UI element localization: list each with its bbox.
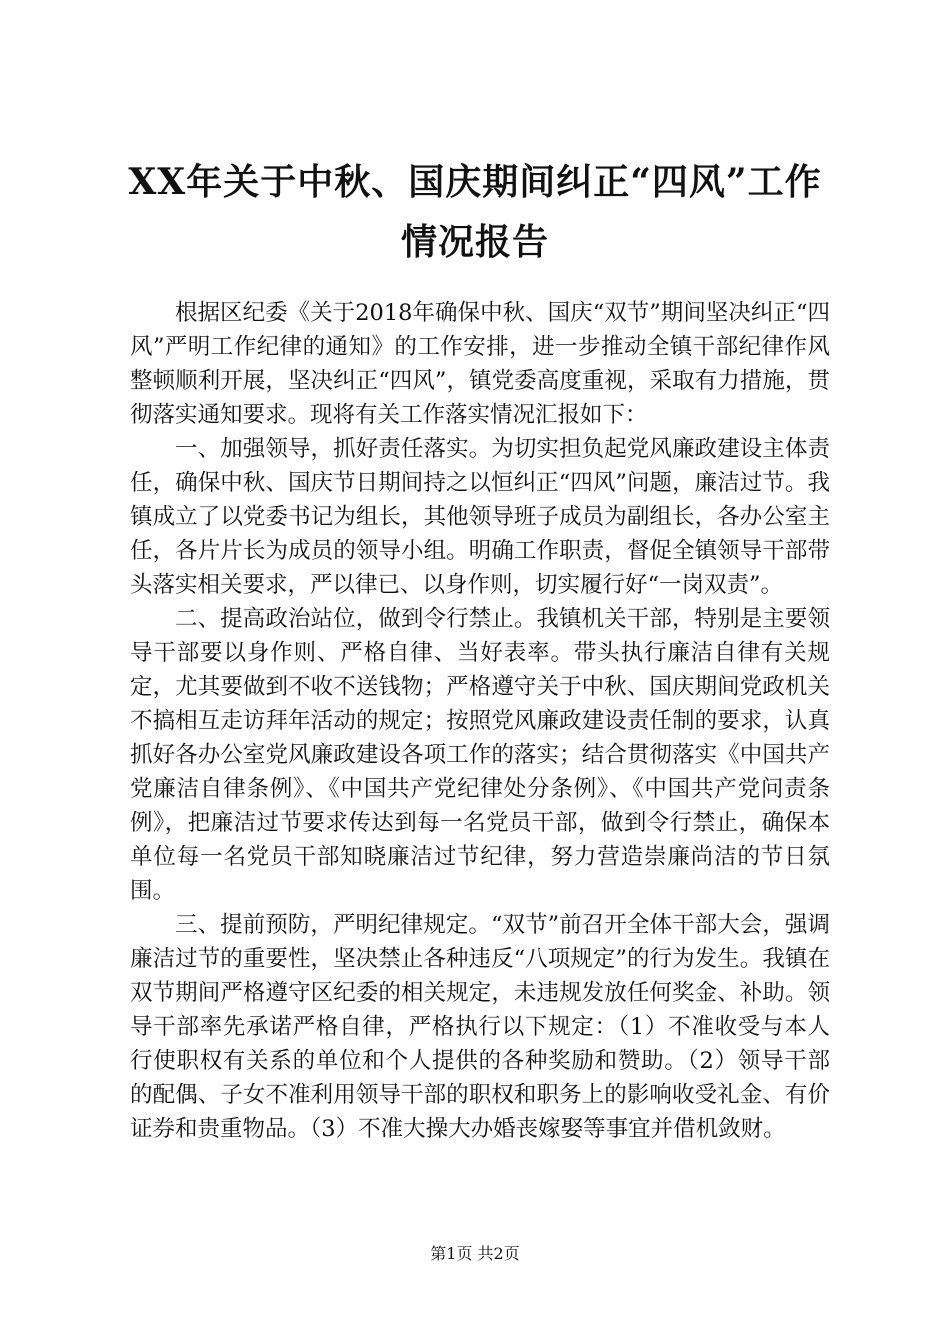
paragraph-section-2: 二、提高政治站位，做到令行禁止。我镇机关干部，特别是主要领导干部要以身作则、严格自律、当好表率。带头执行廉洁自律有关规定，尤其要做到不收不送钱物；严格遵守关于中秋、国庆期间党政机关不搞相互走访拜年活动的规定；按照党风廉政建设责任制的要求，认真抓好各办公室党风廉政建设各项工作的落实；结合贯彻落实《中国共产党廉洁自律条例》、《中国共产党纪律处分条例》、《中国共产党问责条例》，把廉洁过节要求传达到每一名党员干部，做到令行禁止，确保本单位每一名党员干部知晓廉洁过节纪律，努力营造崇廉尚洁的节日氛围。 <box>130 606 830 904</box>
paragraph-section-3: 三、提前预防，严明纪律规定。“双节”前召开全体干部大会，强调廉洁过节的重要性，坚决禁止各种违反“八项规定”的行为发生。我镇在双节期间严格遵守区纪委的相关规定，未违规发放任何奖金、补助。领导干部率先承诺严格自律，严格执行以下规定：（1）不准收受与本人行使职权有关系的单位和个人提供的各种奖励和赞助。（2）领导干部的配偶、子女不准利用领导干部的职权和职务上的影响收受礼金、有价证券和贵重物品。（3）不准大操大办婚丧嫁娶等事宜并借机敛财。 <box>130 912 830 1142</box>
paragraph-intro: 根据区纪委《关于2018年确保中秋、国庆“双节”期间坚决纠正“四风”严明工作纪律的通知》的工作安排，进一步推动全镇干部纪律作风整顿顺利开展，坚决纠正“四风”，镇党委高度重视，采取有力措施，贯彻落实通知要求。现将有关工作落实情况汇报如下： <box>130 300 830 428</box>
document-title-line-2: 情况报告 <box>400 221 549 263</box>
page-number-footer: 第1页 共2页 <box>430 1244 520 1263</box>
document-body <box>130 296 830 1146</box>
paragraph-section-1: 一、加强领导，抓好责任落实。为切实担负起党风廉政建设主体责任，确保中秋、国庆节日期间持之以恒纠正“四风”问题，廉洁过节。我镇成立了以党委书记为组长，其他领导班子成员为副组长，各办公室主任，各片片长为成员的领导小组。明确工作职责，督促全镇领导干部带头落实相关要求，严以律已、以身作则，切实履行好“一岗双责”。 <box>130 436 830 598</box>
document-title-line-1: XX年关于中秋、国庆期间纠正“四风”工作 <box>128 161 822 203</box>
